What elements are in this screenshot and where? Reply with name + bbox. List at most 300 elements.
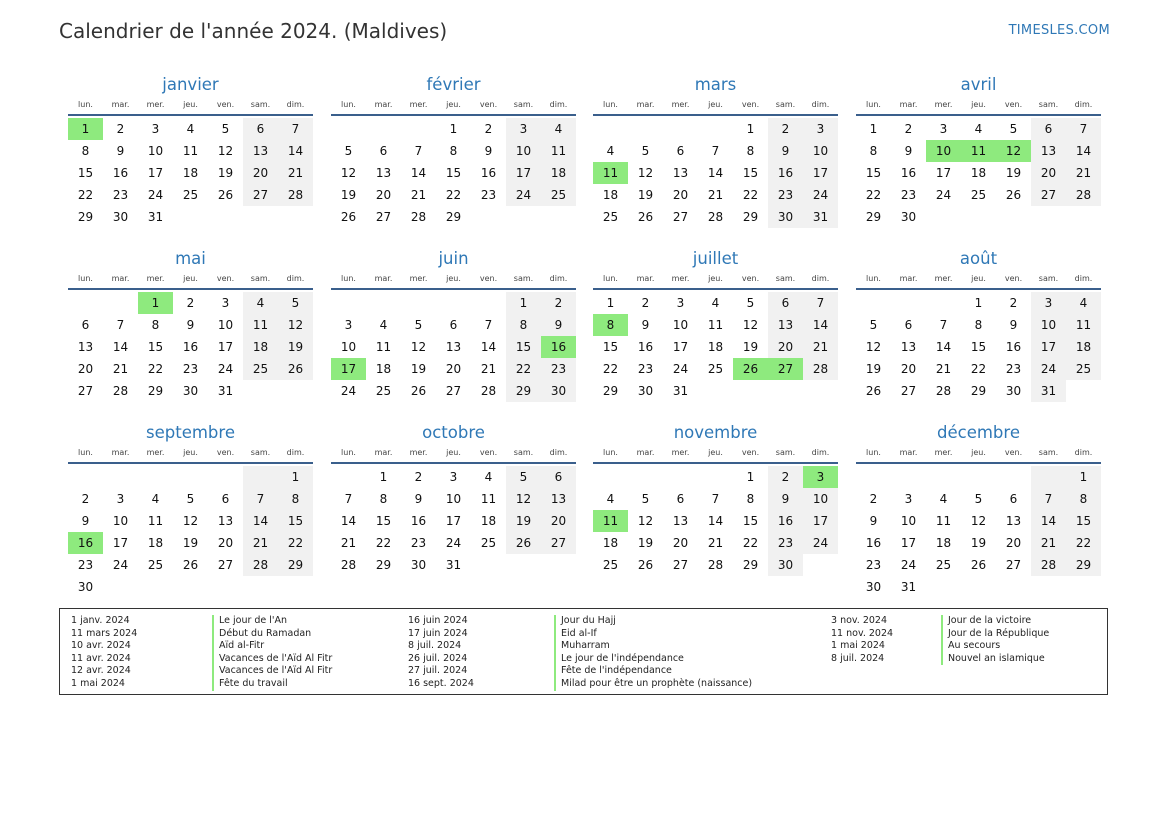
day-cell[interactable]: 11 — [1066, 314, 1101, 336]
day-cell[interactable]: 11 — [375, 340, 392, 354]
day-cell[interactable]: 10 — [900, 514, 917, 528]
day-cell[interactable]: 3 — [221, 296, 230, 310]
day-cell[interactable]: 17 — [506, 162, 541, 184]
day-cell[interactable]: 26 — [733, 358, 768, 380]
day-cell[interactable]: 23 — [77, 558, 94, 572]
day-cell[interactable]: 2 — [81, 492, 90, 506]
day-cell[interactable]: 9 — [186, 318, 195, 332]
day-cell[interactable]: 23 — [768, 532, 803, 554]
day-cell[interactable]: 18 — [707, 340, 724, 354]
day-cell[interactable]: 2 — [116, 122, 125, 136]
day-cell[interactable]: 5 — [506, 466, 541, 488]
day-cell[interactable]: 17 — [803, 510, 838, 532]
day-cell[interactable]: 12 — [506, 488, 541, 510]
day-cell[interactable]: 15 — [1066, 510, 1101, 532]
day-cell[interactable]: 26 — [637, 210, 654, 224]
day-cell[interactable]: 6 — [81, 318, 90, 332]
day-cell[interactable]: 22 — [970, 362, 987, 376]
day-cell[interactable]: 9 — [484, 144, 493, 158]
day-cell[interactable]: 18 — [480, 514, 497, 528]
day-cell[interactable]: 17 — [147, 166, 164, 180]
brand-link[interactable]: TIMESLES.COM — [1008, 23, 1110, 38]
day-cell[interactable]: 29 — [147, 384, 164, 398]
day-cell[interactable]: 21 — [410, 188, 427, 202]
day-cell[interactable]: 12 — [182, 514, 199, 528]
day-cell[interactable]: 26 — [340, 210, 357, 224]
day-cell[interactable]: 23 — [182, 362, 199, 376]
day-cell[interactable]: 25 — [480, 536, 497, 550]
day-cell[interactable]: 4 — [939, 492, 948, 506]
day-cell[interactable]: 26 — [217, 188, 234, 202]
day-cell[interactable]: 29 — [742, 558, 759, 572]
day-cell[interactable]: 6 — [1031, 118, 1066, 140]
day-cell[interactable]: 12 — [996, 140, 1031, 162]
day-cell[interactable]: 25 — [602, 210, 619, 224]
day-cell[interactable]: 22 — [445, 188, 462, 202]
day-cell[interactable]: 18 — [375, 362, 392, 376]
day-cell[interactable]: 26 — [637, 558, 654, 572]
day-cell[interactable]: 3 — [904, 492, 913, 506]
day-cell[interactable]: 9 — [768, 488, 803, 510]
day-cell[interactable]: 24 — [147, 188, 164, 202]
day-cell[interactable]: 25 — [541, 184, 576, 206]
day-cell[interactable]: 29 — [375, 558, 392, 572]
day-cell[interactable]: 3 — [1031, 292, 1066, 314]
day-cell[interactable]: 22 — [506, 358, 541, 380]
day-cell[interactable]: 20 — [1031, 162, 1066, 184]
day-cell[interactable]: 25 — [970, 188, 987, 202]
day-cell[interactable]: 23 — [480, 188, 497, 202]
day-cell[interactable]: 8 — [1066, 488, 1101, 510]
day-cell[interactable]: 16 — [768, 162, 803, 184]
day-cell[interactable]: 15 — [742, 166, 759, 180]
day-cell[interactable]: 12 — [637, 166, 654, 180]
day-cell[interactable]: 29 — [506, 380, 541, 402]
day-cell[interactable]: 15 — [742, 514, 759, 528]
day-cell[interactable]: 21 — [340, 536, 357, 550]
day-cell[interactable]: 2 — [186, 296, 195, 310]
day-cell[interactable]: 23 — [541, 358, 576, 380]
day-cell[interactable]: 13 — [77, 340, 94, 354]
day-cell[interactable]: 14 — [707, 514, 724, 528]
day-cell[interactable]: 27 — [375, 210, 392, 224]
day-cell[interactable]: 10 — [445, 492, 462, 506]
day-cell[interactable]: 20 — [672, 536, 689, 550]
day-cell[interactable]: 22 — [375, 536, 392, 550]
day-cell[interactable]: 14 — [1066, 140, 1101, 162]
day-cell[interactable]: 1 — [1066, 466, 1101, 488]
day-cell[interactable]: 28 — [340, 558, 357, 572]
day-cell[interactable]: 27 — [672, 210, 689, 224]
day-cell[interactable]: 8 — [593, 314, 628, 336]
day-cell[interactable]: 16 — [541, 336, 576, 358]
day-cell[interactable]: 9 — [81, 514, 90, 528]
day-cell[interactable]: 5 — [278, 292, 313, 314]
day-cell[interactable]: 26 — [278, 358, 313, 380]
day-cell[interactable]: 15 — [77, 166, 94, 180]
day-cell[interactable]: 15 — [865, 166, 882, 180]
day-cell[interactable]: 30 — [865, 580, 882, 594]
day-cell[interactable]: 26 — [182, 558, 199, 572]
day-cell[interactable]: 21 — [935, 362, 952, 376]
day-cell[interactable]: 2 — [541, 292, 576, 314]
day-cell[interactable]: 18 — [602, 536, 619, 550]
day-cell[interactable]: 31 — [803, 206, 838, 228]
day-cell[interactable]: 7 — [414, 144, 423, 158]
day-cell[interactable]: 13 — [1031, 140, 1066, 162]
day-cell[interactable]: 10 — [112, 514, 129, 528]
day-cell[interactable]: 18 — [147, 536, 164, 550]
day-cell[interactable]: 3 — [344, 318, 353, 332]
day-cell[interactable]: 4 — [606, 144, 615, 158]
day-cell[interactable]: 8 — [506, 314, 541, 336]
day-cell[interactable]: 30 — [410, 558, 427, 572]
day-cell[interactable]: 3 — [939, 122, 948, 136]
day-cell[interactable]: 3 — [506, 118, 541, 140]
day-cell[interactable]: 28 — [1031, 554, 1066, 576]
day-cell[interactable]: 9 — [116, 144, 125, 158]
day-cell[interactable]: 24 — [900, 558, 917, 572]
day-cell[interactable]: 16 — [1005, 340, 1022, 354]
day-cell[interactable]: 16 — [410, 514, 427, 528]
day-cell[interactable]: 4 — [151, 492, 160, 506]
day-cell[interactable]: 19 — [217, 166, 234, 180]
day-cell[interactable]: 21 — [707, 536, 724, 550]
day-cell[interactable]: 8 — [151, 318, 160, 332]
day-cell[interactable]: 15 — [445, 166, 462, 180]
day-cell[interactable]: 14 — [1031, 510, 1066, 532]
day-cell[interactable]: 8 — [869, 144, 878, 158]
day-cell[interactable]: 7 — [1031, 488, 1066, 510]
day-cell[interactable]: 3 — [803, 118, 838, 140]
day-cell[interactable]: 6 — [904, 318, 913, 332]
day-cell[interactable]: 27 — [672, 558, 689, 572]
day-cell[interactable]: 4 — [711, 296, 720, 310]
day-cell[interactable]: 31 — [217, 384, 234, 398]
day-cell[interactable]: 11 — [243, 314, 278, 336]
day-cell[interactable]: 30 — [112, 210, 129, 224]
day-cell[interactable]: 20 — [445, 362, 462, 376]
day-cell[interactable]: 2 — [484, 122, 493, 136]
day-cell[interactable]: 31 — [445, 558, 462, 572]
day-cell[interactable]: 5 — [974, 492, 983, 506]
day-cell[interactable]: 27 — [243, 184, 278, 206]
day-cell[interactable]: 17 — [112, 536, 129, 550]
day-cell[interactable]: 28 — [1066, 184, 1101, 206]
day-cell[interactable]: 10 — [217, 318, 234, 332]
day-cell[interactable]: 2 — [1009, 296, 1018, 310]
day-cell[interactable]: 28 — [803, 358, 838, 380]
day-cell[interactable]: 30 — [77, 580, 94, 594]
day-cell[interactable]: 22 — [742, 188, 759, 202]
day-cell[interactable]: 13 — [541, 488, 576, 510]
day-cell[interactable]: 24 — [803, 532, 838, 554]
day-cell[interactable]: 27 — [900, 384, 917, 398]
day-cell[interactable]: 24 — [112, 558, 129, 572]
day-cell[interactable]: 26 — [865, 384, 882, 398]
day-cell[interactable]: 19 — [410, 362, 427, 376]
day-cell[interactable]: 7 — [484, 318, 493, 332]
day-cell[interactable]: 5 — [746, 296, 755, 310]
day-cell[interactable]: 31 — [672, 384, 689, 398]
day-cell[interactable]: 27 — [445, 384, 462, 398]
day-cell[interactable]: 10 — [803, 140, 838, 162]
day-cell[interactable]: 6 — [676, 144, 685, 158]
day-cell[interactable]: 21 — [707, 188, 724, 202]
day-cell[interactable]: 17 — [1031, 336, 1066, 358]
day-cell[interactable]: 22 — [742, 536, 759, 550]
day-cell[interactable]: 2 — [869, 492, 878, 506]
day-cell[interactable]: 16 — [865, 536, 882, 550]
day-cell[interactable]: 7 — [939, 318, 948, 332]
day-cell[interactable]: 3 — [449, 470, 458, 484]
day-cell[interactable]: 11 — [147, 514, 164, 528]
day-cell[interactable]: 8 — [379, 492, 388, 506]
day-cell[interactable]: 19 — [182, 536, 199, 550]
day-cell[interactable]: 5 — [221, 122, 230, 136]
day-cell[interactable]: 10 — [1031, 314, 1066, 336]
day-cell[interactable]: 25 — [935, 558, 952, 572]
day-cell[interactable]: 18 — [243, 336, 278, 358]
day-cell[interactable]: 9 — [768, 140, 803, 162]
day-cell[interactable]: 21 — [243, 532, 278, 554]
day-cell[interactable]: 10 — [340, 340, 357, 354]
day-cell[interactable]: 4 — [379, 318, 388, 332]
day-cell[interactable]: 30 — [1005, 384, 1022, 398]
day-cell[interactable]: 16 — [68, 532, 103, 554]
day-cell[interactable]: 27 — [1031, 184, 1066, 206]
day-cell[interactable]: 14 — [707, 166, 724, 180]
day-cell[interactable]: 15 — [278, 510, 313, 532]
day-cell[interactable]: 16 — [480, 166, 497, 180]
day-cell[interactable]: 19 — [340, 188, 357, 202]
day-cell[interactable]: 22 — [147, 362, 164, 376]
day-cell[interactable]: 24 — [445, 536, 462, 550]
day-cell[interactable]: 27 — [1005, 558, 1022, 572]
day-cell[interactable]: 30 — [768, 206, 803, 228]
day-cell[interactable]: 21 — [278, 162, 313, 184]
day-cell[interactable]: 16 — [182, 340, 199, 354]
day-cell[interactable]: 4 — [974, 122, 983, 136]
day-cell[interactable]: 19 — [970, 536, 987, 550]
day-cell[interactable]: 20 — [900, 362, 917, 376]
day-cell[interactable]: 4 — [243, 292, 278, 314]
day-cell[interactable]: 19 — [278, 336, 313, 358]
day-cell[interactable]: 24 — [217, 362, 234, 376]
day-cell[interactable]: 28 — [278, 184, 313, 206]
day-cell[interactable]: 21 — [1031, 532, 1066, 554]
day-cell[interactable]: 1 — [606, 296, 615, 310]
day-cell[interactable]: 8 — [449, 144, 458, 158]
day-cell[interactable]: 26 — [410, 384, 427, 398]
day-cell[interactable]: 16 — [112, 166, 129, 180]
day-cell[interactable]: 3 — [803, 466, 838, 488]
day-cell[interactable]: 10 — [672, 318, 689, 332]
day-cell[interactable]: 17 — [445, 514, 462, 528]
day-cell[interactable]: 29 — [77, 210, 94, 224]
day-cell[interactable]: 17 — [803, 162, 838, 184]
day-cell[interactable]: 20 — [541, 510, 576, 532]
day-cell[interactable]: 23 — [410, 536, 427, 550]
day-cell[interactable]: 18 — [182, 166, 199, 180]
day-cell[interactable]: 10 — [506, 140, 541, 162]
day-cell[interactable]: 24 — [672, 362, 689, 376]
day-cell[interactable]: 9 — [641, 318, 650, 332]
day-cell[interactable]: 18 — [541, 162, 576, 184]
day-cell[interactable]: 20 — [768, 336, 803, 358]
day-cell[interactable]: 14 — [340, 514, 357, 528]
day-cell[interactable]: 5 — [414, 318, 423, 332]
day-cell[interactable]: 29 — [602, 384, 619, 398]
day-cell[interactable]: 7 — [116, 318, 125, 332]
day-cell[interactable]: 6 — [449, 318, 458, 332]
day-cell[interactable]: 13 — [217, 514, 234, 528]
day-cell[interactable]: 2 — [768, 118, 803, 140]
day-cell[interactable]: 10 — [803, 488, 838, 510]
day-cell[interactable]: 13 — [445, 340, 462, 354]
day-cell[interactable]: 25 — [602, 558, 619, 572]
day-cell[interactable]: 13 — [672, 514, 689, 528]
day-cell[interactable]: 19 — [506, 510, 541, 532]
day-cell[interactable]: 6 — [768, 292, 803, 314]
day-cell[interactable]: 17 — [672, 340, 689, 354]
day-cell[interactable]: 18 — [1066, 336, 1101, 358]
day-cell[interactable]: 22 — [1066, 532, 1101, 554]
day-cell[interactable]: 15 — [147, 340, 164, 354]
day-cell[interactable]: 13 — [768, 314, 803, 336]
day-cell[interactable]: 23 — [900, 188, 917, 202]
day-cell[interactable]: 31 — [1031, 380, 1066, 402]
day-cell[interactable]: 25 — [147, 558, 164, 572]
day-cell[interactable]: 12 — [970, 514, 987, 528]
day-cell[interactable]: 22 — [77, 188, 94, 202]
day-cell[interactable]: 14 — [803, 314, 838, 336]
day-cell[interactable]: 8 — [746, 144, 755, 158]
day-cell[interactable]: 14 — [243, 510, 278, 532]
day-cell[interactable]: 25 — [707, 362, 724, 376]
day-cell[interactable]: 1 — [379, 470, 388, 484]
day-cell[interactable]: 1 — [138, 292, 173, 314]
day-cell[interactable]: 7 — [711, 492, 720, 506]
day-cell[interactable]: 13 — [1005, 514, 1022, 528]
day-cell[interactable]: 4 — [484, 470, 493, 484]
day-cell[interactable]: 19 — [637, 536, 654, 550]
day-cell[interactable]: 24 — [1031, 358, 1066, 380]
day-cell[interactable]: 6 — [243, 118, 278, 140]
day-cell[interactable]: 12 — [637, 514, 654, 528]
day-cell[interactable]: 21 — [803, 336, 838, 358]
day-cell[interactable]: 1 — [506, 292, 541, 314]
day-cell[interactable]: 15 — [375, 514, 392, 528]
day-cell[interactable]: 29 — [278, 554, 313, 576]
day-cell[interactable]: 21 — [1066, 162, 1101, 184]
day-cell[interactable]: 2 — [641, 296, 650, 310]
day-cell[interactable]: 6 — [379, 144, 388, 158]
day-cell[interactable]: 5 — [1009, 122, 1018, 136]
day-cell[interactable]: 28 — [707, 210, 724, 224]
day-cell[interactable]: 8 — [974, 318, 983, 332]
day-cell[interactable]: 8 — [81, 144, 90, 158]
day-cell[interactable]: 17 — [900, 536, 917, 550]
day-cell[interactable]: 20 — [375, 188, 392, 202]
day-cell[interactable]: 27 — [768, 358, 803, 380]
day-cell[interactable]: 29 — [742, 210, 759, 224]
day-cell[interactable]: 23 — [768, 184, 803, 206]
day-cell[interactable]: 14 — [480, 340, 497, 354]
day-cell[interactable]: 13 — [243, 140, 278, 162]
day-cell[interactable]: 4 — [186, 122, 195, 136]
day-cell[interactable]: 14 — [112, 340, 129, 354]
day-cell[interactable]: 11 — [593, 162, 628, 184]
day-cell[interactable]: 18 — [970, 166, 987, 180]
day-cell[interactable]: 25 — [182, 188, 199, 202]
day-cell[interactable]: 30 — [768, 554, 803, 576]
day-cell[interactable]: 11 — [707, 318, 724, 332]
day-cell[interactable]: 23 — [1005, 362, 1022, 376]
day-cell[interactable]: 8 — [746, 492, 755, 506]
day-cell[interactable]: 6 — [676, 492, 685, 506]
day-cell[interactable]: 22 — [865, 188, 882, 202]
day-cell[interactable]: 28 — [112, 384, 129, 398]
day-cell[interactable]: 29 — [970, 384, 987, 398]
day-cell[interactable]: 5 — [641, 492, 650, 506]
day-cell[interactable]: 1 — [449, 122, 458, 136]
day-cell[interactable]: 24 — [506, 184, 541, 206]
day-cell[interactable]: 1 — [68, 118, 103, 140]
day-cell[interactable]: 22 — [602, 362, 619, 376]
day-cell[interactable]: 21 — [112, 362, 129, 376]
day-cell[interactable]: 5 — [344, 144, 353, 158]
day-cell[interactable]: 9 — [869, 514, 878, 528]
day-cell[interactable]: 26 — [506, 532, 541, 554]
day-cell[interactable]: 11 — [541, 140, 576, 162]
day-cell[interactable]: 1 — [974, 296, 983, 310]
day-cell[interactable]: 22 — [278, 532, 313, 554]
day-cell[interactable]: 11 — [961, 140, 996, 162]
day-cell[interactable]: 15 — [506, 336, 541, 358]
day-cell[interactable]: 17 — [217, 340, 234, 354]
day-cell[interactable]: 13 — [672, 166, 689, 180]
day-cell[interactable]: 19 — [637, 188, 654, 202]
day-cell[interactable]: 7 — [278, 118, 313, 140]
day-cell[interactable]: 25 — [243, 358, 278, 380]
day-cell[interactable]: 20 — [77, 362, 94, 376]
day-cell[interactable]: 14 — [410, 166, 427, 180]
day-cell[interactable]: 9 — [541, 314, 576, 336]
day-cell[interactable]: 28 — [707, 558, 724, 572]
day-cell[interactable]: 28 — [480, 384, 497, 398]
day-cell[interactable]: 31 — [900, 580, 917, 594]
day-cell[interactable]: 11 — [480, 492, 497, 506]
day-cell[interactable]: 17 — [331, 358, 366, 380]
day-cell[interactable]: 7 — [344, 492, 353, 506]
day-cell[interactable]: 20 — [672, 188, 689, 202]
day-cell[interactable]: 20 — [1005, 536, 1022, 550]
day-cell[interactable]: 1 — [746, 470, 755, 484]
day-cell[interactable]: 4 — [606, 492, 615, 506]
day-cell[interactable]: 19 — [742, 340, 759, 354]
day-cell[interactable]: 4 — [541, 118, 576, 140]
day-cell[interactable]: 28 — [410, 210, 427, 224]
day-cell[interactable]: 3 — [676, 296, 685, 310]
day-cell[interactable]: 3 — [116, 492, 125, 506]
day-cell[interactable]: 11 — [935, 514, 952, 528]
day-cell[interactable]: 12 — [410, 340, 427, 354]
day-cell[interactable]: 12 — [278, 314, 313, 336]
day-cell[interactable]: 14 — [935, 340, 952, 354]
day-cell[interactable]: 19 — [865, 362, 882, 376]
day-cell[interactable]: 24 — [340, 384, 357, 398]
